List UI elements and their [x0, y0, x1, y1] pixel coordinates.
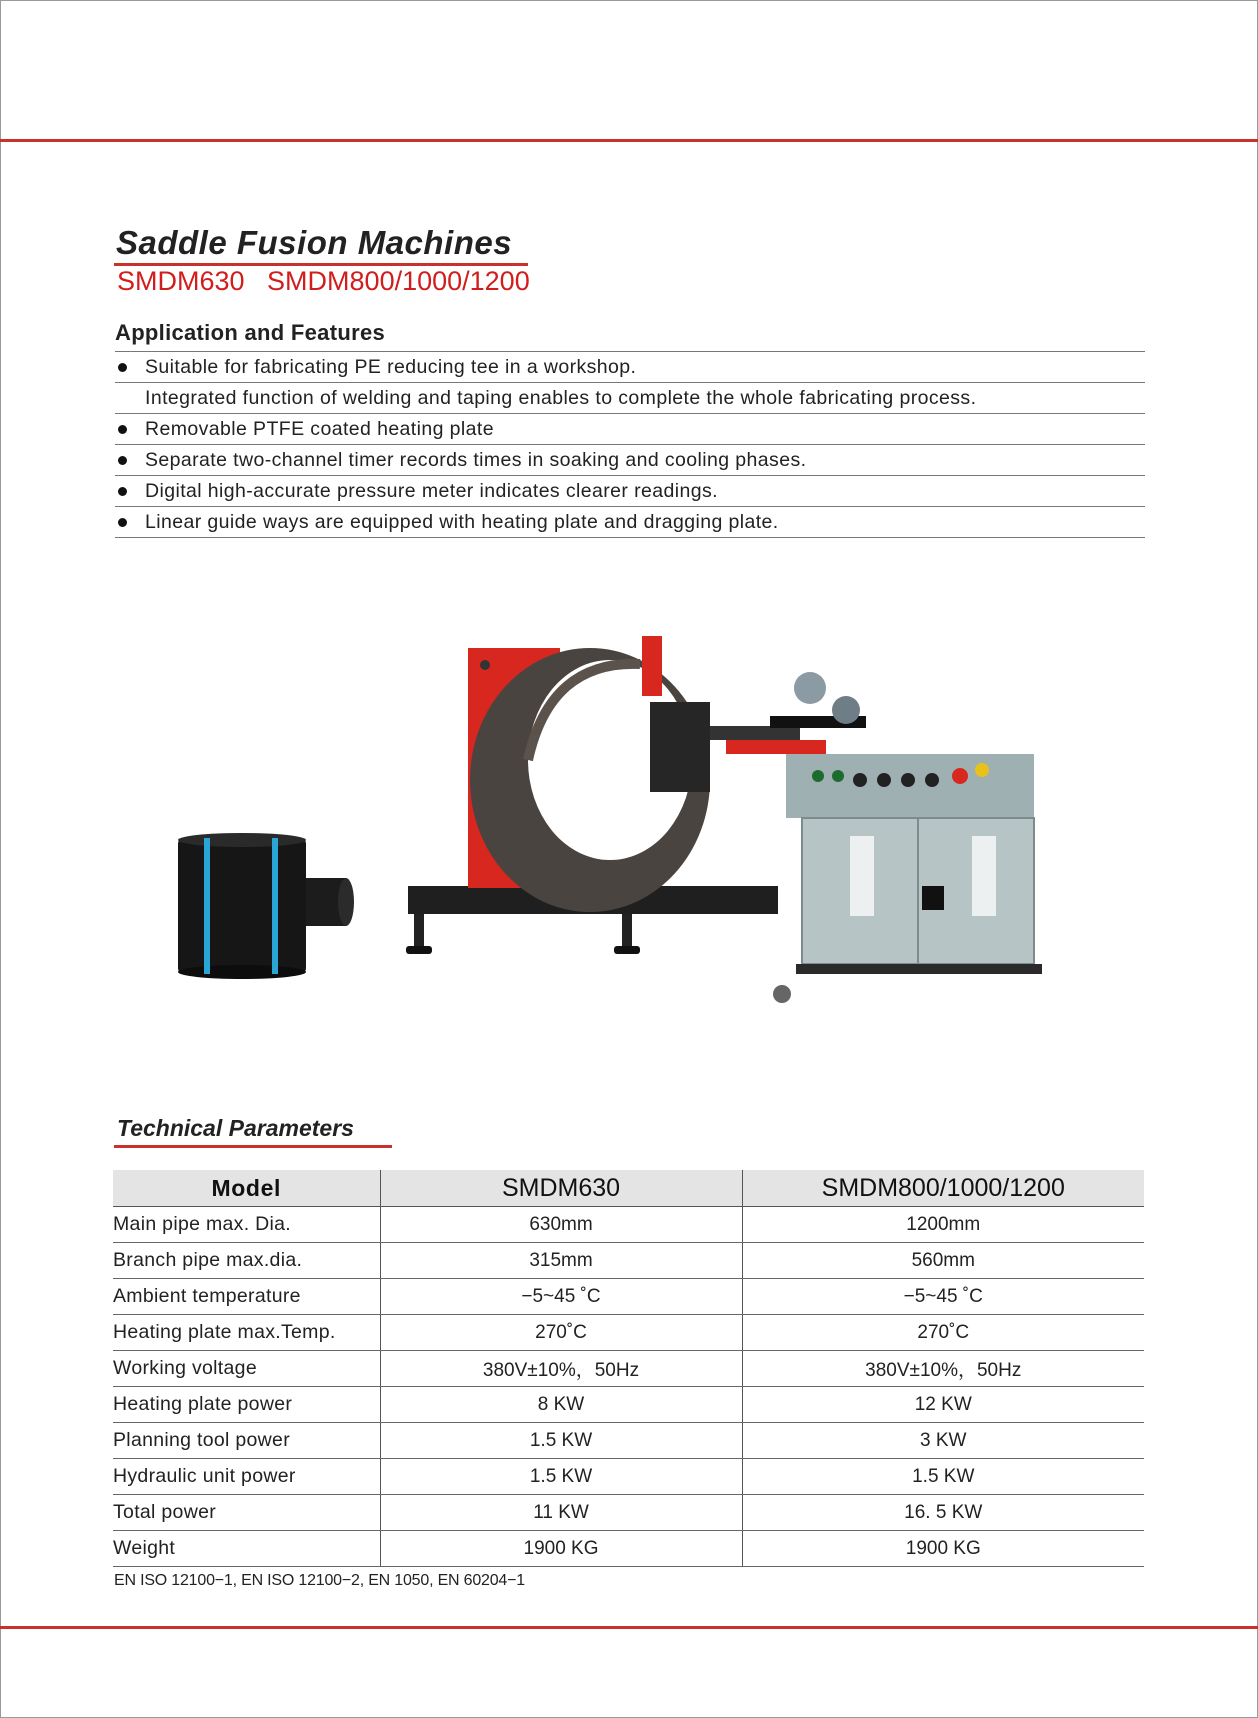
parameter-name-cell: Working voltage	[113, 1351, 380, 1387]
technical-parameters-table	[113, 1170, 1144, 1567]
parameter-name-cell: Heating plate power	[113, 1387, 380, 1423]
bullet-icon	[118, 518, 127, 527]
parameter-value-cell: 560mm	[742, 1243, 1144, 1279]
parameter-value-cell: 11 KW	[380, 1495, 742, 1531]
features-heading: Application and Features	[115, 320, 386, 345]
technical-parameters-underline	[114, 1145, 392, 1148]
page-title: Saddle Fusion Machines	[116, 224, 513, 261]
parameter-value-cell: 1200mm	[742, 1207, 1144, 1243]
table-row	[113, 1315, 1144, 1351]
control-cabinet-image	[773, 754, 1042, 1003]
feature-item	[115, 382, 1145, 413]
parameter-value-cell: 12 KW	[742, 1387, 1144, 1423]
parameter-name-cell: Branch pipe max.dia.	[113, 1243, 380, 1279]
model-names: SMDM630 SMDM800/1000/1200	[117, 266, 530, 296]
bullet-icon	[118, 487, 127, 496]
parameter-value-cell: −5~45 ˚C	[380, 1279, 742, 1315]
feature-item	[115, 413, 1145, 444]
parameter-name-cell: Heating plate max.Temp.	[113, 1315, 380, 1351]
column-header-model: Model	[113, 1170, 380, 1207]
parameter-value-cell: 380V±10%，50Hz	[380, 1351, 742, 1387]
feature-text: Digital high-accurate pressure meter indicates clearer readings.	[145, 480, 718, 502]
feature-text: Linear guide ways are equipped with heating plate and dragging plate.	[145, 511, 779, 533]
table-row	[113, 1495, 1144, 1531]
bottom-divider	[0, 1626, 1258, 1629]
parameter-value-cell: 3 KW	[742, 1423, 1144, 1459]
table-row	[113, 1243, 1144, 1279]
feature-text: Removable PTFE coated heating plate	[145, 418, 494, 440]
parameter-value-cell: 380V±10%，50Hz	[742, 1351, 1144, 1387]
parameter-value-cell: 16. 5 KW	[742, 1495, 1144, 1531]
table-row	[113, 1387, 1144, 1423]
pe-reducing-tee-image	[178, 833, 354, 979]
product-photo	[170, 630, 1050, 1010]
table-row	[113, 1459, 1144, 1495]
feature-text: Suitable for fabricating PE reducing tee in a workshop.	[145, 356, 637, 378]
parameter-name-cell: Hydraulic unit power	[113, 1459, 380, 1495]
column-header-smdm630: SMDM630	[380, 1170, 742, 1207]
bullet-icon	[118, 363, 127, 372]
parameter-value-cell: 315mm	[380, 1243, 742, 1279]
parameter-value-cell: −5~45 ˚C	[742, 1279, 1144, 1315]
table-row	[113, 1279, 1144, 1315]
parameter-name-cell: Main pipe max. Dia.	[113, 1207, 380, 1243]
parameter-name-cell: Total power	[113, 1495, 380, 1531]
parameter-name-cell: Weight	[113, 1531, 380, 1567]
parameter-value-cell: 630mm	[380, 1207, 742, 1243]
parameter-name-cell: Ambient temperature	[113, 1279, 380, 1315]
standards-note: EN ISO 12100−1, EN ISO 12100−2, EN 1050, EN 60204−1	[114, 1572, 525, 1589]
parameter-value-cell: 1.5 KW	[380, 1459, 742, 1495]
parameter-value-cell: 270˚C	[380, 1315, 742, 1351]
parameter-value-cell: 1.5 KW	[742, 1459, 1144, 1495]
feature-text: Integrated function of welding and taping enables to complete the whole fabricating process.	[145, 387, 977, 409]
feature-item	[115, 506, 1145, 538]
parameter-value-cell: 8 KW	[380, 1387, 742, 1423]
feature-item	[115, 475, 1145, 506]
table-row	[113, 1423, 1144, 1459]
features-list	[115, 351, 1145, 538]
table-row	[113, 1531, 1144, 1567]
top-divider	[0, 139, 1258, 142]
parameter-value-cell: 1.5 KW	[380, 1423, 742, 1459]
column-header-smdm800-1000-1200: SMDM800/1000/1200	[742, 1170, 1144, 1207]
parameter-value-cell: 1900 KG	[742, 1531, 1144, 1567]
feature-item	[115, 444, 1145, 475]
parameter-value-cell: 270˚C	[742, 1315, 1144, 1351]
technical-parameters-heading: Technical Parameters	[117, 1115, 354, 1141]
parameter-value-cell: 1900 KG	[380, 1531, 742, 1567]
bullet-icon	[118, 425, 127, 434]
table-row	[113, 1351, 1144, 1387]
bullet-icon	[118, 456, 127, 465]
table-row	[113, 1207, 1144, 1243]
feature-text: Separate two-channel timer records times in soaking and cooling phases.	[145, 449, 807, 471]
table-header-row	[113, 1170, 1144, 1207]
parameter-name-cell: Planning tool power	[113, 1423, 380, 1459]
feature-item	[115, 351, 1145, 382]
